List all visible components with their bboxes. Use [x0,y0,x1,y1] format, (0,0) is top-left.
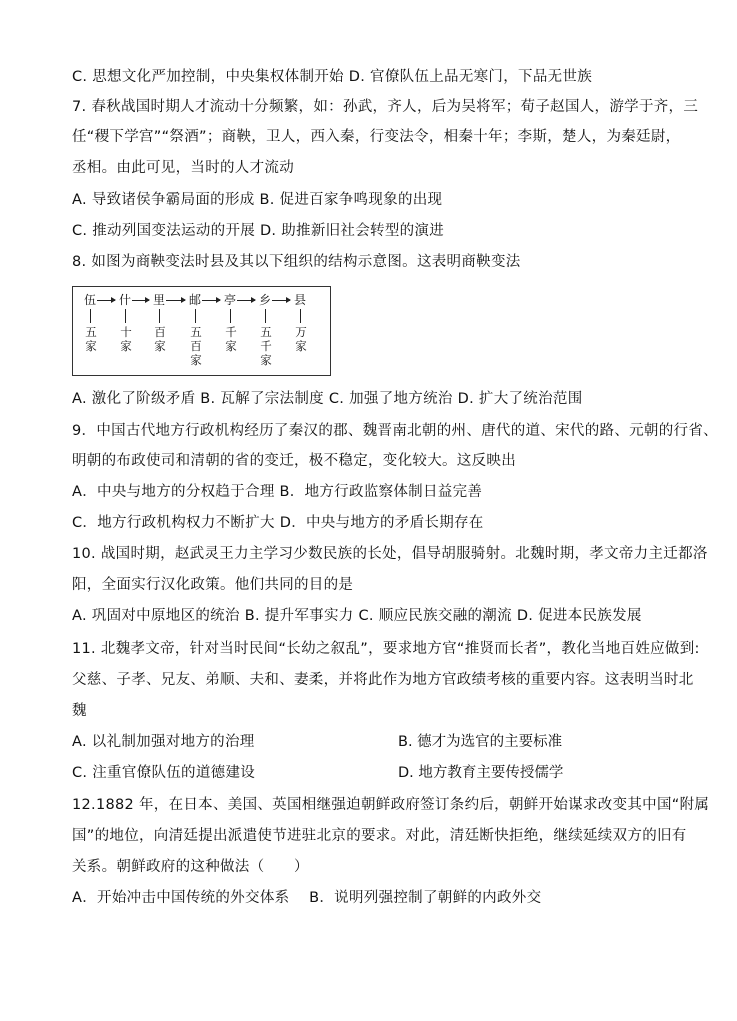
households-shi: 十家 [120,325,132,353]
text-line: C. 思想文化严加控制，中央集权体制开始 D. 官僚队伍上品无寒门，下品无世族 [72,69,593,85]
node-li: 里 [153,293,166,307]
households-you: 五百家 [190,325,202,367]
question-7-options-cd: C. 推动列国变法运动的开展 D. 助推新旧社会转型的演进 [72,223,445,239]
question-8-options: A. 激化了阶级矛盾 B. 瓦解了宗法制度 C. 加强了地方统治 D. 扩大了统治范围 [72,391,583,407]
question-9-line-1: 9．中国古代地方行政机构经历了秦汉的郡、魏晋南北朝的州、唐代的道、宋代的路、元朝的行省、 [72,423,718,439]
connector-line [230,309,231,323]
question-7-line-2: 任“稷下学宫”“祭酒”；商鞅，卫人，西入秦，行变法令，相秦十年；李斯，楚人，为秦廷尉， [72,129,681,145]
question-11-option-c: C. 注重官僚队伍的道德建设 [72,765,256,781]
question-11-line-3: 魏 [72,703,87,719]
households-ting: 千家 [225,325,237,353]
node-shi: 什 [119,293,132,307]
question-11-line-2: 父慈、子孝、兄友、弟顺、夫和、妻柔，并将此作为地方官政绩考核的重要内容。这表明当时北 [72,672,694,688]
question-12-options: A．开始冲击中国传统的外交体系 B．说明列强控制了朝鲜的内政外交 [72,890,542,906]
node-xiang: 乡 [259,293,272,307]
question-10-options: A. 巩固对中原地区的统治 B. 提升军事实力 C. 顺应民族交融的潮流 D. 促进本民族发展 [72,608,642,624]
question-12-line-3: 关系。朝鲜政府的这种做法（ ） [72,859,309,875]
connector-line [265,309,266,323]
question-9-options-cd: C．地方行政机构权力不断扩大 D．中央与地方的矛盾长期存在 [72,515,484,531]
arrow-icon [97,300,115,301]
question-10-line-1: 10. 战国时期，赵武灵王力主学习少数民族的长处，倡导胡服骑射。北魏时期，孝文帝力主迁都洛 [72,546,708,562]
question-9-options-ab: A．中央与地方的分权趋于合理 B．地方行政监察体制日益完善 [72,484,483,500]
question-7-line-1: 7. 春秋战国时期人才流动十分频繁，如：孙武，齐人，后为吴将军；荀子赵国人，游学于齐，三 [72,99,699,115]
connector-line [90,309,91,323]
connector-line [300,309,301,323]
question-11-option-d: D. 地方教育主要传授儒学 [398,765,564,781]
connector-line [159,309,160,323]
connector-line [125,309,126,323]
arrow-icon [237,300,255,301]
question-7-line-3: 丞相。由此可见，当时的人才流动 [72,160,294,176]
question-12-line-2: 国”的地位，向清廷提出派遣使节进驻北京的要求。对此，清廷断快拒绝，继续延续双方的旧有 [72,828,687,844]
households-xian: 万家 [295,325,307,353]
connector-line [195,309,196,323]
arrow-icon [272,300,290,301]
arrow-icon [166,300,185,301]
arrow-icon [202,300,220,301]
node-wu: 伍 [84,293,97,307]
households-xiang: 五千家 [260,325,272,367]
question-11-option-a: A. 以礼制加强对地方的治理 [72,734,255,750]
question-12-line-1: 12.1882 年，在日本、美国、英国相继强迫朝鲜政府签订条约后，朝鲜开始谋求改变其中国“附属 [72,797,710,813]
node-xian: 县 [294,293,307,307]
node-ting: 亭 [224,293,237,307]
households-li: 百家 [154,325,166,353]
structure-diagram [72,286,331,376]
question-10-line-2: 阳，全面实行汉化政策。他们共同的目的是 [72,577,354,593]
question-11-line-1: 11. 北魏孝文帝，针对当时民间“长幼之叙乱”，要求地方官“推贤而长者”，教化当地百姓应做到: [72,641,700,657]
node-you: 邮 [189,293,202,307]
question-11-option-b: B. 德才为选官的主要标准 [398,734,563,750]
arrow-icon [132,300,149,301]
question-7-options-ab: A. 导致诸侯争霸局面的形成 B. 促进百家争鸣现象的出现 [72,192,443,208]
question-9-line-2: 明朝的布政使司和清朝的省的变迁，极不稳定，变化较大。这反映出 [72,453,516,469]
question-8-stem: 8. 如图为商鞅变法时县及其以下组织的结构示意图。这表明商鞅变法 [72,254,521,270]
households-wu: 五家 [85,325,97,353]
